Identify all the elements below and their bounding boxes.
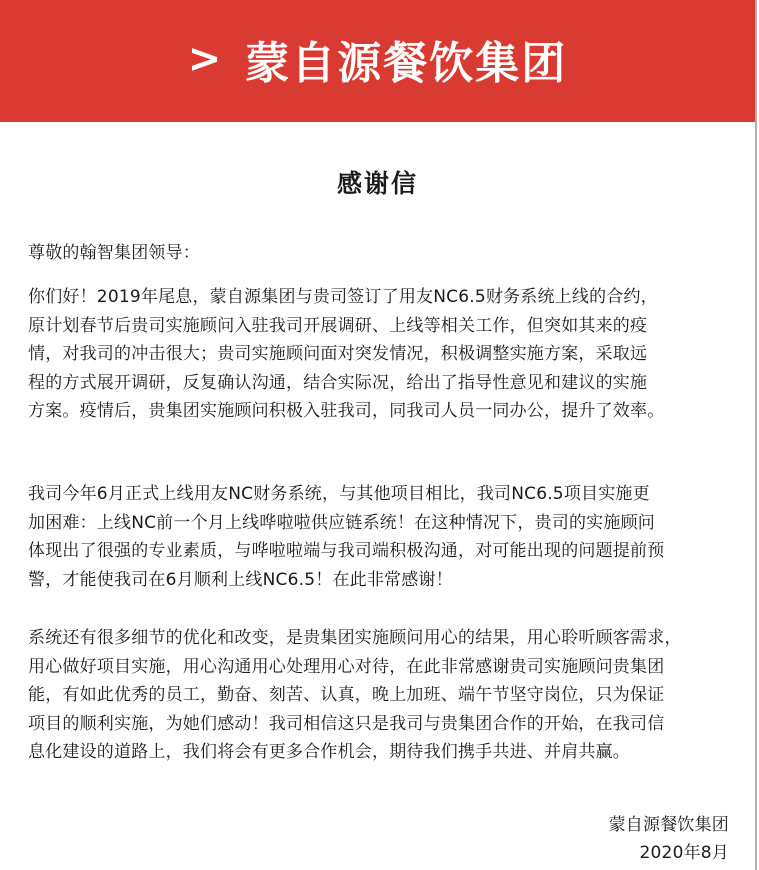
paragraph-line: 息化建设的道路上，我们将会有更多合作机会，期待我们携手共进、并肩共赢。 (28, 742, 630, 763)
paragraph-line: 原计划春节后贵司实施顾问入驻我司开展调研、上线等相关工作，但突如其来的疫 (28, 315, 648, 336)
banner-title: 蒙自源餐饮集团 (245, 38, 568, 89)
letter-paragraph-3 (28, 624, 743, 767)
paragraph-line: 系统还有很多细节的优化和改变，是贵集团实施顾问用心的结果，用心聆听顾客需求， (28, 628, 682, 648)
banner-content (188, 27, 568, 91)
paragraph-line: 我司今年6月正式上线用友NC财务系统，与其他项目相比，我司NC6.5项目实施更 (28, 484, 650, 504)
paragraph-line: 加困难：上线NC前一个月上线哗啦啦供应链系统！在这种情况下，贵司的实施顾问 (28, 512, 655, 533)
paragraph-line: 情，对我司的冲击很大；贵司实施顾问面对突发情况，积极调整实施方案，采取远 (28, 344, 648, 365)
paragraph-line: 程的方式展开调研，反复确认沟通，结合实际况，给出了指导性意见和建议的实施 (28, 372, 648, 393)
letter-paragraph-1 (28, 283, 743, 426)
letter-title: 感谢信 (336, 169, 418, 198)
letter-salutation: 尊敬的翰智集团领导： (28, 243, 200, 263)
letter-signature (609, 811, 729, 867)
paragraph-line: 方案。疫情后，贵集团实施顾问积极入驻我司，同我司人员一同办公，提升了效率。 (28, 401, 665, 422)
signature-date: 2020年8月 (639, 843, 729, 863)
paragraph-line: 体现出了很强的专业素质，与哗啦啦端与我司端积极沟通，对可能出现的问题提前预 (28, 541, 665, 562)
paragraph-line: 能，有如此优秀的员工，勤奋、刻苦、认真，晚上加班、端午节坚守岗位，只为保证 (28, 685, 665, 706)
chevron-right-icon: > (187, 36, 224, 82)
paragraph-line: 用心做好项目实施，用心沟通用心处理用心对待，在此非常感谢贵司实施顾问贵集团 (28, 656, 665, 677)
paragraph-line: 项目的顺利实施，为她们感动！我司相信这只是我司与贵集团合作的开始，在我司信 (28, 713, 665, 734)
header-banner (0, 0, 755, 122)
paragraph-line: 你们好！2019年尾息，蒙自源集团与贵司签订了用友NC6.5财务系统上线的合约， (28, 287, 658, 307)
paragraph-line: 警，才能使我司在6月顺利上线NC6.5！在此非常感谢！ (28, 569, 453, 590)
signature-company: 蒙自源餐饮集团 (608, 815, 729, 835)
letter-paragraph-2 (28, 480, 743, 594)
